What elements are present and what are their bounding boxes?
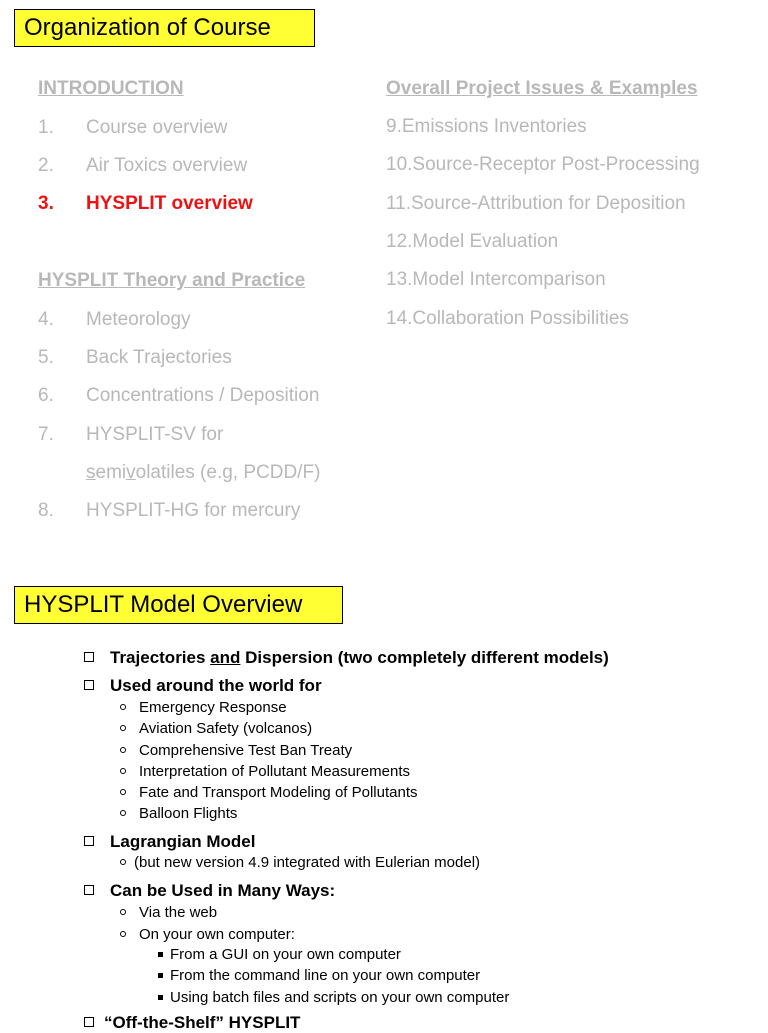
item-text-part: olatiles (e.g, PCDD/F) — [135, 462, 321, 483]
course-item-12: 12.Model Evaluation — [386, 231, 559, 252]
item-text: Course overview — [86, 117, 228, 138]
bullet-used-around-world — [110, 676, 322, 696]
sub-bullet-text: Comprehensive Test Ban Treaty — [139, 742, 353, 759]
sub-bullet-text: Aviation Safety (volcanos) — [139, 720, 313, 737]
item-text: HYSPLIT overview — [86, 193, 253, 214]
bullet-text: “Off-the-Shelf” HYSPLIT — [104, 1013, 301, 1032]
bullet-text: Trajectories — [110, 648, 211, 667]
item-number: 1. — [38, 117, 54, 138]
checkbox-bullet-icon — [84, 652, 94, 662]
project-issues-heading: Overall Project Issues & Examples — [386, 78, 698, 99]
square-bullet-icon — [158, 973, 163, 978]
checkbox-bullet-icon — [84, 680, 94, 690]
circle-bullet-icon — [120, 704, 126, 710]
sub-bullet — [139, 763, 410, 780]
item-text: Meteorology — [86, 309, 191, 330]
sub-bullet — [139, 720, 312, 737]
circle-bullet-icon — [120, 859, 126, 865]
item-text: HYSPLIT-HG for mercury — [86, 500, 301, 521]
bullet-text: Can be Used in Many Ways: — [110, 881, 336, 900]
sub-bullet-text: (but new version 4.9 integrated with Eulerian model) — [134, 854, 481, 871]
sub-sub-bullet — [170, 946, 401, 963]
course-item-9: 9.Emissions Inventories — [386, 116, 587, 137]
sub-bullet — [139, 904, 217, 921]
circle-bullet-icon — [120, 909, 126, 915]
sub-bullet-text: Balloon Flights — [139, 805, 238, 822]
bullet-lagrangian — [110, 832, 255, 852]
item-number: 7. — [38, 424, 54, 445]
sub-bullet — [139, 784, 418, 801]
bullet-trajectories — [110, 648, 609, 668]
circle-bullet-icon — [120, 768, 126, 774]
underlined-s: s — [86, 462, 96, 483]
item-number: 2. — [38, 155, 54, 176]
checkbox-bullet-icon — [84, 1017, 94, 1027]
sub-bullet-text: Fate and Transport Modeling of Pollutants — [139, 784, 418, 801]
bullet-text: Used around the world for — [110, 676, 322, 695]
overview-title: HYSPLIT Model Overview — [14, 586, 343, 624]
square-bullet-icon — [158, 952, 163, 957]
sub-sub-bullet — [170, 967, 480, 984]
course-item-11: 11.Source-Attribution for Deposition — [386, 193, 686, 214]
item-text: Back Trajectories — [86, 347, 232, 368]
bullet-off-the-shelf — [104, 1013, 300, 1033]
item-number: 6. — [38, 385, 54, 406]
sub-sub-bullet — [170, 989, 509, 1006]
bullet-text: Dispersion (two completely different models) — [240, 648, 609, 667]
sub-bullet — [134, 854, 480, 871]
introduction-heading: INTRODUCTION — [38, 78, 184, 99]
bullet-many-ways — [110, 881, 335, 901]
course-item-13: 13.Model Intercomparison — [386, 269, 606, 290]
course-title: Organization of Course — [14, 9, 315, 47]
circle-bullet-icon — [120, 725, 126, 731]
checkbox-bullet-icon — [84, 836, 94, 846]
sub-bullet-text: Interpretation of Pollutant Measurements — [139, 763, 410, 780]
sub-bullet — [139, 699, 287, 716]
item-number: 8. — [38, 500, 54, 521]
course-item-7-continued — [86, 462, 320, 484]
sub-bullet-text: Emergency Response — [139, 699, 287, 716]
sub-bullet — [139, 926, 295, 943]
bullet-text: Lagrangian Model — [110, 832, 256, 851]
item-text: HYSPLIT-SV for — [86, 424, 224, 445]
sub-bullet-text: On your own computer: — [139, 926, 295, 943]
bullet-text-underlined: and — [210, 648, 241, 667]
circle-bullet-icon — [120, 747, 126, 753]
sub-bullet-text: Via the web — [139, 904, 218, 921]
sub-sub-bullet-text: From the command line on your own computer — [170, 967, 481, 984]
item-text-part: emi — [95, 462, 127, 483]
item-number: 4. — [38, 309, 54, 330]
underlined-v: v — [126, 462, 136, 483]
item-number: 3. — [38, 193, 54, 214]
item-text: Concentrations / Deposition — [86, 385, 320, 406]
course-item-14: 14.Collaboration Possibilities — [386, 308, 629, 329]
circle-bullet-icon — [120, 810, 126, 816]
sub-sub-bullet-text: From a GUI on your own computer — [170, 946, 401, 963]
theory-heading: HYSPLIT Theory and Practice — [38, 270, 306, 291]
item-number: 5. — [38, 347, 54, 368]
sub-sub-bullet-text: Using batch files and scripts on your own computer — [170, 989, 510, 1006]
course-item-10: 10.Source-Receptor Post-Processing — [386, 154, 700, 175]
square-bullet-icon — [158, 995, 163, 1000]
circle-bullet-icon — [120, 931, 126, 937]
sub-bullet — [139, 805, 237, 822]
sub-bullet — [139, 742, 352, 759]
checkbox-bullet-icon — [84, 885, 94, 895]
circle-bullet-icon — [120, 789, 126, 795]
item-text: Air Toxics overview — [86, 155, 248, 176]
